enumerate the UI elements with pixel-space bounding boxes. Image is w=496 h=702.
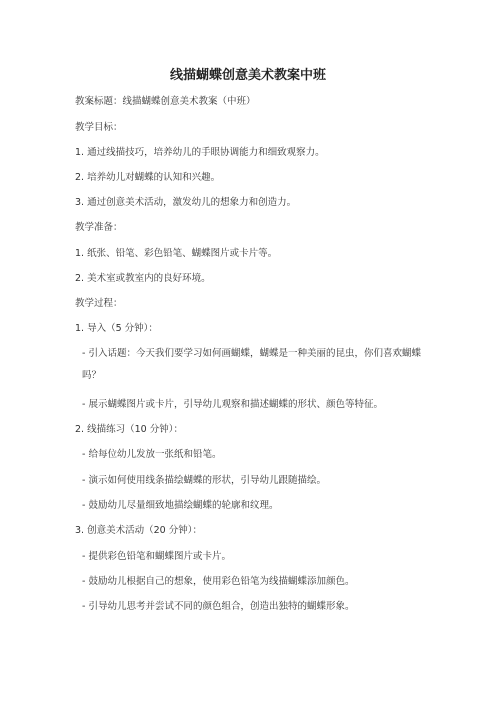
process-step-3-item-2: - 鼓励幼儿根据自己的想象，使用彩色铅笔为线描蝴蝶添加颜色。 [82, 576, 355, 587]
objective-item-2: 2. 培养幼儿对蝴蝶的认知和兴趣。 [75, 172, 221, 183]
process-step-2-item-3: - 鼓励幼儿尽量细致地描绘蝴蝶的轮廓和纹理。 [82, 500, 279, 511]
preparation-heading: 教学准备： [75, 222, 123, 233]
process-step-2-heading: 2. 线描练习（10 分钟）： [75, 424, 183, 435]
process-step-1-item-1: - 引入话题：今天我们要学习如何画蝴蝶，蝴蝶是一种美丽的昆虫，你们喜欢蝴蝶吗？ [82, 348, 421, 381]
preparation-item-1: 1. 纸张、铅笔、彩色铅笔、蝴蝶图片或卡片等。 [75, 248, 278, 259]
process-step-3-heading: 3. 创意美术活动（20 分钟）： [75, 525, 202, 536]
objective-item-1: 1. 通过线描技巧，培养幼儿的手眼协调能力和细致观察力。 [75, 147, 325, 158]
process-step-1-heading: 1. 导入（5 分钟）： [75, 323, 158, 334]
objectives-heading: 教学目标： [75, 122, 123, 133]
process-step-2-item-1: - 给每位幼儿发放一张纸和铅笔。 [82, 449, 222, 460]
process-step-3-item-3: - 引导幼儿思考并尝试不同的颜色组合，创造出独特的蝴蝶形象。 [82, 601, 355, 612]
process-step-1-item-2: - 展示蝴蝶图片或卡片，引导幼儿观察和描述蝴蝶的形状、颜色等特征。 [82, 399, 383, 410]
process-step-3-item-1: - 提供彩色铅笔和蝴蝶图片或卡片。 [82, 551, 231, 562]
process-step-2-item-2: - 演示如何使用线条描绘蝴蝶的形状，引导幼儿跟随描绘。 [82, 475, 326, 486]
process-heading: 教学过程： [75, 298, 123, 309]
lesson-title-line: 教案标题：线描蝴蝶创意美术教案（中班） [75, 96, 256, 107]
document-title: 线描蝴蝶创意美术教案中班 [169, 68, 326, 83]
preparation-item-2: 2. 美术室或教室内的良好环境。 [75, 273, 211, 284]
objective-item-3: 3. 通过创意美术活动，激发幼儿的想象力和创造力。 [75, 197, 297, 208]
